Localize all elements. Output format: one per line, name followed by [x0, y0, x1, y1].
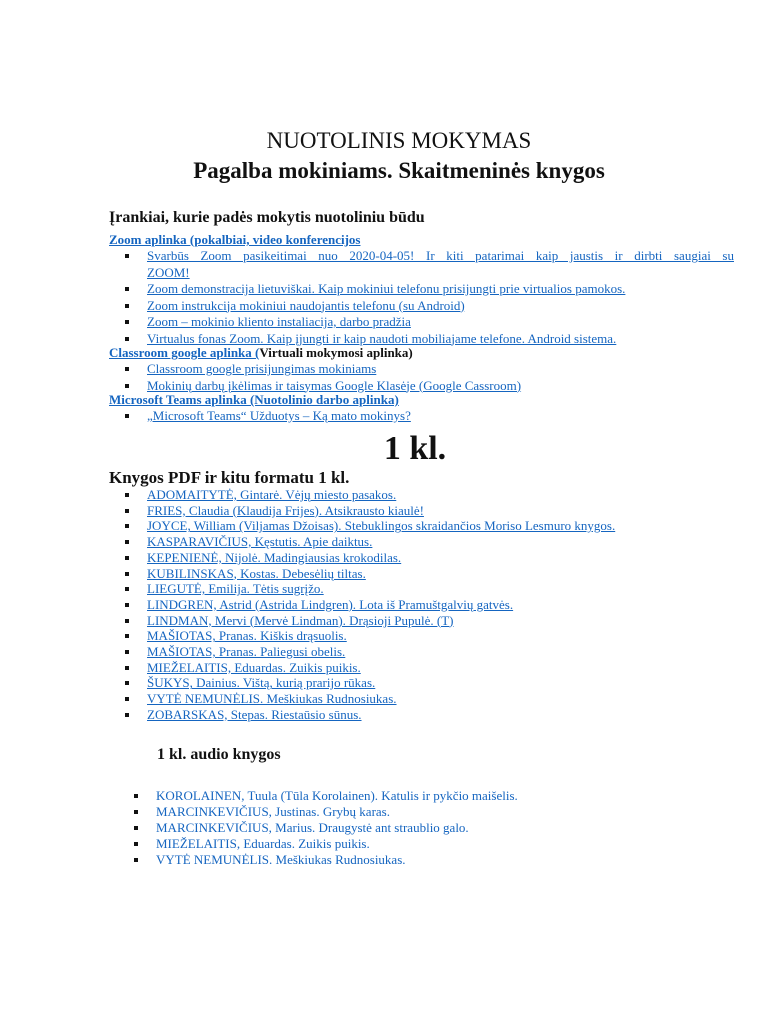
- bullet-icon: [134, 810, 138, 814]
- bullet-icon: [125, 603, 129, 607]
- audio-books-heading: 1 kl. audio knygos: [157, 746, 281, 763]
- zoom-link-changes-cont[interactable]: ZOOM!: [147, 264, 190, 280]
- bullet-icon: [134, 858, 138, 862]
- book-link[interactable]: MAŠIOTAS, Pranas. Paliegusi obelis.: [147, 644, 346, 660]
- bullet-icon: [125, 650, 129, 654]
- list-item: [109, 644, 729, 660]
- bullet-icon: [125, 320, 129, 324]
- zoom-link-install[interactable]: Zoom – mokinio kliento instaliacija, darbo pradžia: [147, 314, 411, 329]
- list-item: [109, 408, 734, 425]
- list-item: [109, 298, 734, 315]
- page-subtitle: Pagalba mokiniams. Skaitmeninės knygos: [193, 158, 605, 183]
- bullet-icon: [125, 287, 129, 291]
- list-item: [109, 820, 729, 836]
- bullet-icon: [134, 842, 138, 846]
- bullet-icon: [125, 524, 129, 528]
- list-item: [109, 361, 734, 378]
- book-link[interactable]: MIEŽELAITIS, Eduardas. Zuikis puikis.: [147, 659, 361, 675]
- list-item: [109, 613, 729, 629]
- teams-section: [109, 392, 734, 425]
- zoom-list: [109, 248, 734, 347]
- bullet-icon: [125, 304, 129, 308]
- book-link[interactable]: KASPARAVIČIUS, Kęstutis. Apie daiktus.: [147, 534, 373, 550]
- bullet-icon: [125, 540, 129, 544]
- list-item: [109, 691, 729, 707]
- book-link[interactable]: MARCINKEVIČIUS, Marius. Draugystė ant straublio galo.: [156, 820, 469, 835]
- list-item: [109, 660, 729, 676]
- bullet-icon: [125, 619, 129, 623]
- book-link[interactable]: JOYCE, William (Viljamas Džoisas). Stebuklingos skraidančios Moriso Lesmuro knygos.: [147, 518, 616, 534]
- list-item: [109, 503, 729, 519]
- list-item: [109, 852, 729, 868]
- list-item: [109, 675, 729, 691]
- book-link[interactable]: VYTĖ NEMUNĖLIS. Meškiukas Rudnosiukas.: [147, 691, 397, 707]
- bullet-icon: [125, 337, 129, 341]
- book-link[interactable]: ŠUKYS, Dainius. Vištą, kurią prarijo rūkas.: [147, 675, 376, 691]
- tools-heading: Įrankiai, kurie padės mokytis nuotoliniu būdu: [109, 209, 425, 226]
- classroom-heading-plain: Virtuali mokymosi aplinka): [259, 345, 413, 360]
- teams-section-link[interactable]: Microsoft Teams aplinka (Nuotolinio darbo aplinka): [109, 392, 399, 407]
- list-item: [109, 281, 734, 298]
- bullet-icon: [134, 794, 138, 798]
- classroom-section: [109, 345, 734, 394]
- book-link[interactable]: VYTĖ NEMUNĖLIS. Meškiukas Rudnosiukas.: [156, 852, 406, 867]
- bullet-icon: [125, 713, 129, 717]
- bullet-icon: [125, 556, 129, 560]
- list-item: [109, 314, 734, 331]
- bullet-icon: [125, 634, 129, 638]
- book-link[interactable]: ZOBARSKAS, Stepas. Riestaūsio sūnus.: [147, 706, 362, 722]
- bullet-icon: [125, 572, 129, 576]
- bullet-icon: [125, 509, 129, 513]
- list-item: [109, 597, 729, 613]
- bullet-icon: [134, 826, 138, 830]
- zoom-link-changes[interactable]: Svarbūs Zoom pasikeitimai nuo 2020-04-05! Ir kiti patarimai kaip jaustis ir dirbti saugiai su: [147, 248, 734, 263]
- bullet-icon: [125, 254, 129, 258]
- list-item: [109, 628, 729, 644]
- list-item: [109, 581, 729, 597]
- book-link[interactable]: LINDMAN, Mervi (Mervė Lindman). Drąsioji Pupulė. (T): [147, 612, 454, 628]
- book-link[interactable]: LINDGREN, Astrid (Astrida Lindgren). Lota iš Pramuštgalvių gatvės.: [147, 596, 514, 612]
- list-item: [109, 836, 729, 852]
- bullet-icon: [125, 414, 129, 418]
- bullet-icon: [125, 697, 129, 701]
- list-item: [109, 804, 729, 820]
- classroom-list: [109, 361, 734, 394]
- bullet-icon: [125, 666, 129, 670]
- book-link[interactable]: LIEGUTĖ, Emilija. Tėtis sugrįžo.: [147, 581, 324, 597]
- page-title: NUOTOLINIS MOKYMAS: [266, 128, 532, 153]
- list-item: [109, 707, 729, 723]
- book-link[interactable]: ADOMAITYTĖ, Gintarė. Vėjų miesto pasakos.: [147, 487, 397, 502]
- book-link[interactable]: MAŠIOTAS, Pranas. Kiškis drąsuolis.: [147, 628, 347, 644]
- zoom-link-background[interactable]: Virtualus fonas Zoom. Kaip įjungti ir kaip naudoti mobiliajame telefone. Android sistema.: [147, 330, 617, 346]
- zoom-link-demo[interactable]: Zoom demonstracija lietuviškai. Kaip mokiniui telefonu prisijungti prie virtualios pamokos.: [147, 281, 626, 296]
- list-item: [109, 566, 729, 582]
- book-link[interactable]: KEPENIENĖ, Nijolė. Madingiausias krokodilas.: [147, 549, 402, 565]
- classroom-section-link[interactable]: Classroom google aplinka (: [109, 345, 260, 360]
- classroom-heading: [109, 345, 734, 361]
- bullet-icon: [125, 367, 129, 371]
- book-link[interactable]: KUBILINSKAS, Kostas. Debesėlių tiltas.: [147, 565, 366, 581]
- bullet-icon: [125, 384, 129, 388]
- book-link[interactable]: KOROLAINEN, Tuula (Tūla Korolainen). Katulis ir pykčio maišelis.: [156, 788, 518, 803]
- audio-books-list: [109, 788, 729, 868]
- zoom-section-link[interactable]: Zoom aplinka (pokalbiai, video konferencijos: [109, 232, 361, 247]
- classroom-link-upload[interactable]: Mokinių darbų įkėlimas ir taisymas Google Klasėje (Google Cassroom): [147, 377, 522, 393]
- pdf-books-list: [109, 487, 729, 723]
- book-link[interactable]: MIEŽELAITIS, Eduardas. Zuikis puikis.: [156, 836, 370, 851]
- teams-link-tasks[interactable]: „Microsoft Teams“ Užduotys – Ką mato mokinys?: [147, 408, 411, 423]
- pdf-books-heading: Knygos PDF ir kitu formatu 1 kl.: [109, 468, 350, 487]
- list-item: [109, 248, 734, 265]
- bullet-icon: [125, 681, 129, 685]
- list-item: [109, 265, 734, 282]
- zoom-section: [109, 232, 734, 347]
- bullet-icon: [125, 493, 129, 497]
- list-item: [109, 550, 729, 566]
- list-item: [109, 534, 729, 550]
- book-link[interactable]: MARCINKEVIČIUS, Justinas. Grybų karas.: [156, 804, 390, 819]
- class-heading: 1 kl.: [383, 430, 447, 467]
- zoom-link-android[interactable]: Zoom instrukcija mokiniui naudojantis telefonu (su Android): [147, 297, 465, 313]
- book-link[interactable]: FRIES, Claudia (Klaudija Frijes). Atsikrausto kiaulė!: [147, 502, 424, 518]
- classroom-link-login[interactable]: Classroom google prisijungimas mokiniams: [147, 361, 377, 376]
- list-item: [109, 487, 729, 503]
- teams-list: [109, 408, 734, 425]
- list-item: [109, 518, 729, 534]
- bullet-icon: [125, 587, 129, 591]
- list-item: [109, 788, 729, 804]
